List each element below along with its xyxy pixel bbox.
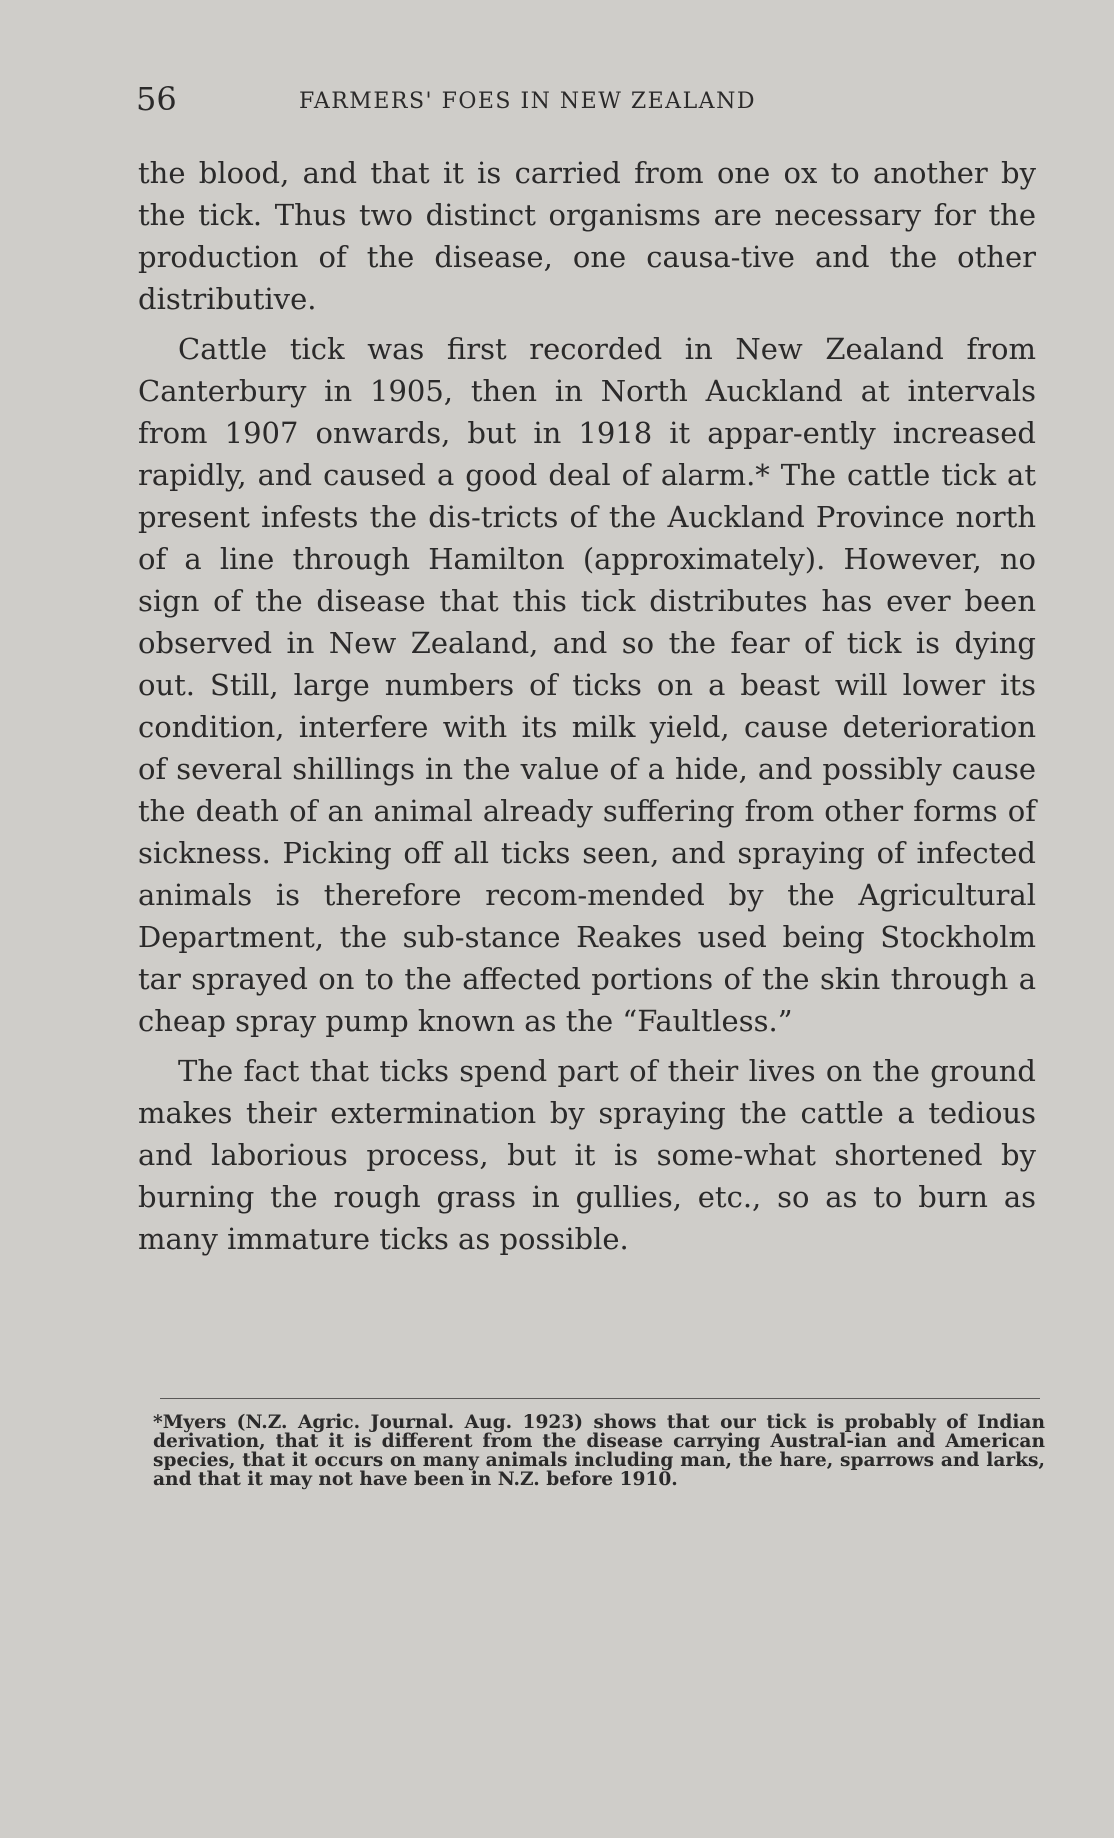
paragraph-1: the blood, and that it is carried from one ox to another by the tick. Thus two distinct organisms are necessary for the production of the disease, one causa-tive and the other distributive.	[138, 156, 1036, 316]
footnote-text: *Myers (N.Z. Agric. Journal. Aug. 1923) shows that our tick is probably of Indian derivation, that it is different from the disease carrying Austral-ian and American species, that it occurs on many animals including man, the hare, sparrows and larks, and that it may not have been in N.Z. before 1910.	[153, 1412, 1045, 1490]
paragraph-2: Cattle tick was first recorded in New Zealand from Canterbury in 1905, then in North Auckland at intervals from 1907 onwards, but in 1918 it appar-ently increased rapidly, and caused a good deal of alarm.* The cattle tick at present infests the dis-tricts of the Auckland Province north of a line through Hamilton (approximately). However, no sign of the disease that this tick distributes has ever been observed in New Zealand, and so the fear of tick is dying out. Still, large numbers of ticks on a beast will lower its condition, interfere with its milk yield, cause deterioration of several shillings in the value of a hide, and possibly cause the death of an animal already suffering from other forms of sickness. Picking off all ticks seen, and spraying of infected animals is therefore recom-mended by the Agricultural Department, the sub-stance Reakes used being Stockholm tar sprayed on to the affected portions of the skin through a cheap spray pump known as the “Faultless.”	[138, 332, 1036, 1038]
running-title: FARMERS' FOES IN NEW ZEALAND	[299, 89, 756, 114]
footnote-divider	[160, 1398, 1040, 1399]
page-number: 56	[136, 80, 177, 118]
footnote	[153, 1413, 1045, 1489]
body-text	[138, 152, 1036, 1268]
page-header	[136, 80, 1036, 120]
paragraph-3: The fact that ticks spend part of their lives on the ground makes their extermination by spraying the cattle a tedious and laborious process, but it is some-what shortened by burning the rough grass in gullies, etc., so as to burn as many immature ticks as possible.	[138, 1054, 1036, 1256]
